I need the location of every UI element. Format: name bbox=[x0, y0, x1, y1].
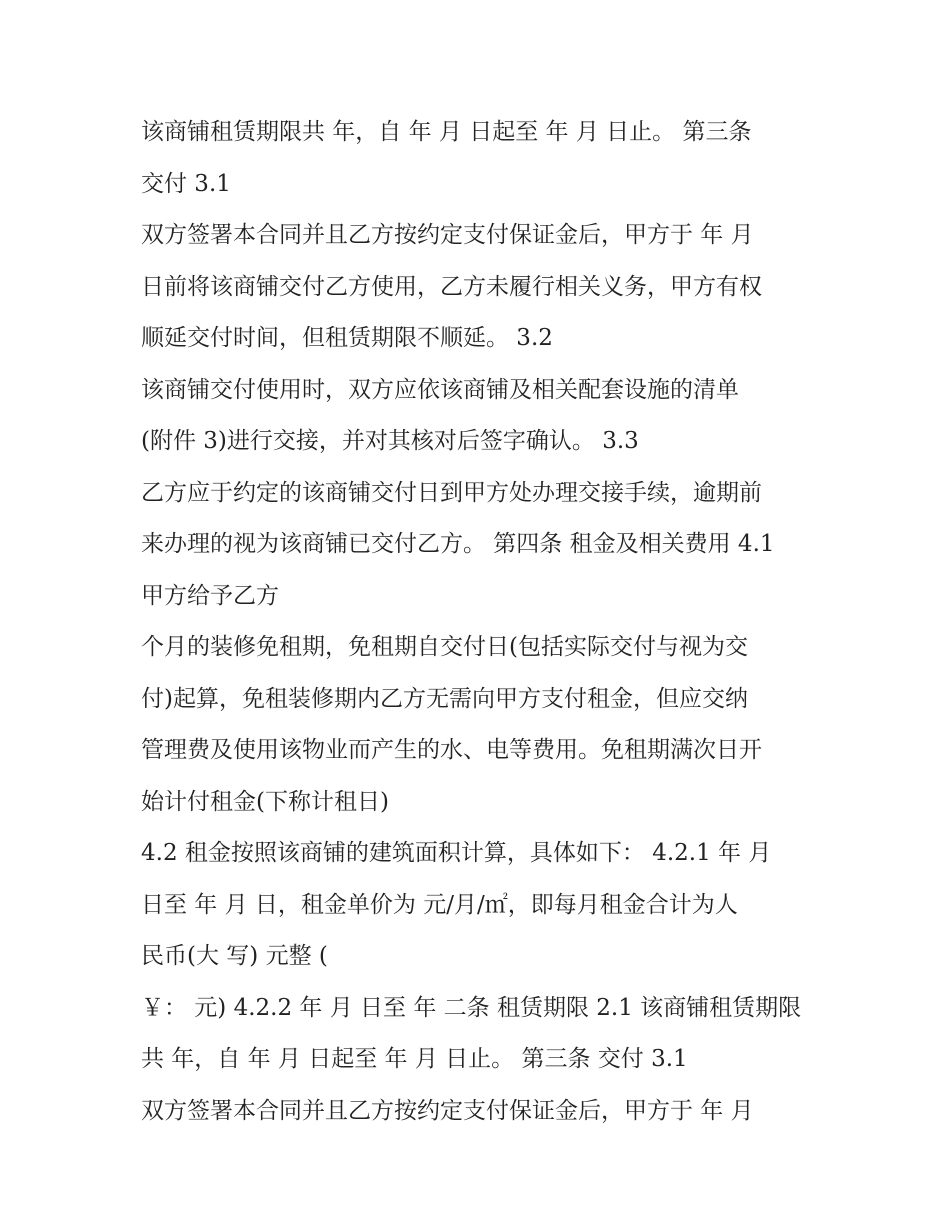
text-line: (附件 3)进行交接，并对其核对后签字确认。 3.3 bbox=[141, 428, 639, 454]
text-line: 顺延交付时间，但租赁期限不顺延。 3.2 bbox=[141, 325, 553, 351]
text-line: 个月的装修免租期，免租期自交付日(包括实际交付与视为交 bbox=[141, 634, 748, 660]
text-line: 日至 年 月 日，租金单价为 元/月/㎡，即每月租金合计为人 bbox=[141, 891, 738, 918]
text-line: 4.2 租金按照该商铺的建筑面积计算，具体如下： 4.2.1 年 月 bbox=[141, 840, 772, 866]
text-line: 民币(大 写) 元整 ( bbox=[141, 943, 328, 969]
contract-text bbox=[141, 107, 831, 1137]
text-line: 始计付租金(下称计租日) bbox=[141, 788, 389, 815]
text-line: 双方签署本合同并且乙方按约定支付保证金后，甲方于 年 月 bbox=[141, 1097, 754, 1124]
text-line: 来办理的视为该商铺已交付乙方。 第四条 租金及相关费用 4.1 bbox=[141, 531, 775, 557]
text-line: 交付 3.1 bbox=[141, 170, 231, 197]
text-line: ￥： 元) 4.2.2 年 月 日至 年 二条 租赁期限 2.1 该商铺租赁期限 bbox=[141, 994, 802, 1021]
text-line: 共 年，自 年 月 日起至 年 月 日止。 第三条 交付 3.1 bbox=[141, 1046, 688, 1072]
text-line: 日前将该商铺交付乙方使用，乙方未履行相关义务，甲方有权 bbox=[141, 273, 762, 300]
text-line: 该商铺租赁期限共 年，自 年 月 日起至 年 月 日止。 第三条 bbox=[141, 119, 752, 145]
text-line: 付)起算，免租装修期内乙方无需向甲方支付租金，但应交纳 bbox=[141, 685, 748, 712]
text-line: 甲方给予乙方 bbox=[141, 582, 279, 609]
text-line: 双方签署本合同并且乙方按约定支付保证金后，甲方于 年 月 bbox=[141, 222, 754, 248]
text-line: 该商铺交付使用时，双方应依该商铺及相关配套设施的清单 bbox=[141, 376, 739, 403]
text-line: 乙方应于约定的该商铺交付日到甲方处办理交接手续，逾期前 bbox=[141, 479, 762, 506]
text-line: 管理费及使用该物业而产生的水、电等费用。免租期满次日开 bbox=[141, 737, 762, 763]
